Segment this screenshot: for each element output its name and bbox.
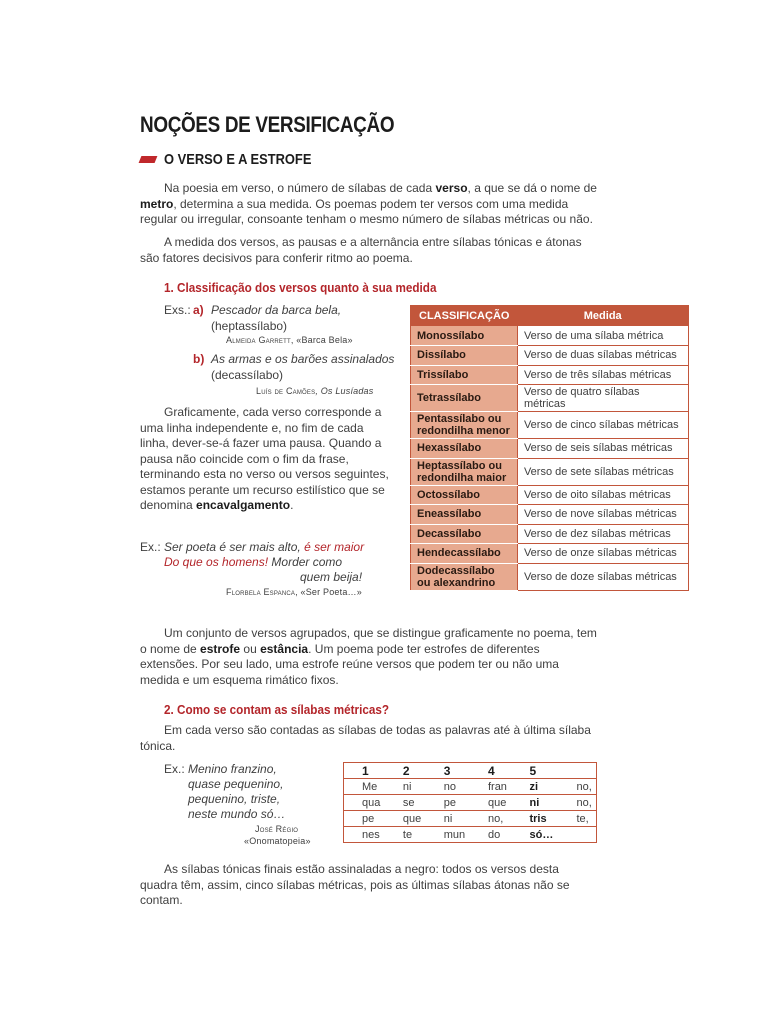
source-author: Florbela Espanca: [226, 587, 296, 597]
paragraph-text: .: [290, 498, 294, 512]
syllable-cell: te: [385, 827, 426, 843]
classification-name: Pentassílabo ou redondilha menor: [411, 412, 518, 439]
intro-text: Na poesia em verso, o número de sílabas de cada: [164, 181, 436, 195]
table-row: [411, 458, 689, 485]
example-label: Ex.:: [164, 762, 185, 776]
classification-name: Hexassílabo: [411, 439, 518, 459]
source-author: Luís de Camões: [256, 386, 316, 396]
tonic-syllable: tris: [511, 811, 558, 827]
closing-paragraph: As sílabas tónicas finais estão assinaladas a negro: todos os versos desta quadra têm, assim, cinco sílabas métricas, pois as últimas sílabas átonas não se contam.: [140, 862, 570, 907]
classification-name: Dodecassílabo ou alexandrino: [411, 563, 518, 590]
syllable-table-body: [344, 763, 597, 843]
table-row: [411, 346, 689, 366]
florbela-source: [226, 587, 362, 597]
verse-text: Ser poeta é ser mais alto,: [164, 540, 305, 554]
classification-measure: Verso de onze sílabas métricas: [517, 544, 688, 564]
syllable-number: 2: [385, 763, 426, 779]
syllable-row: [344, 811, 597, 827]
syllable-number: 3: [426, 763, 470, 779]
syllable-cell: no,: [470, 811, 512, 827]
syllable-row: [344, 827, 597, 843]
syllable-cell: do: [470, 827, 512, 843]
classification-measure: Verso de seis sílabas métricas: [517, 439, 688, 459]
syllable-cell: mun: [426, 827, 470, 843]
example-a-class: (heptassílabo): [211, 319, 288, 333]
syllable-cell: no,: [558, 795, 596, 811]
table-row: [411, 505, 689, 525]
page-title: NOÇÕES DE VERSIFICAÇÃO: [140, 112, 395, 137]
classification-name: Octossílabo: [411, 485, 518, 505]
bold-encavalgamento: encavalgamento: [196, 498, 291, 512]
syllable-cell: [558, 827, 596, 843]
classification-measure: Verso de três sílabas métricas: [517, 365, 688, 385]
syllable-row: [344, 779, 597, 795]
paragraph-text: Graficamente, cada verso corresponde a uma linha independente e, no fim de cada linha, dever-se-á fazer uma pausa. Quando a pausa não coincide com o fim da frase, terminando esta no verso ou versos seguintes, estamos perante um recurso estilístico que se denomina: [140, 405, 389, 512]
syllable-cell: qua: [344, 795, 385, 811]
classification-measure: Verso de doze sílabas métricas: [517, 563, 688, 590]
florbela-line-2: [164, 555, 342, 569]
intro-bold-verso: verso: [435, 181, 468, 195]
syllable-number: 4: [470, 763, 512, 779]
verse-highlight: é ser maior: [304, 540, 365, 554]
classification-measure: Verso de nove sílabas métricas: [517, 505, 688, 525]
heading-classification: 1. Classificação dos versos quanto à sua medida: [164, 280, 437, 295]
syllable-cell: nes: [344, 827, 385, 843]
syllable-cell: Me: [344, 779, 385, 795]
syllable-cell: no,: [558, 779, 596, 795]
table-row: [411, 412, 689, 439]
syllable-cell: pe: [344, 811, 385, 827]
verse-text: Morder como: [268, 555, 343, 569]
source-work: , «Ser Poeta…»: [295, 587, 362, 597]
table-header-cell: Medida: [517, 306, 688, 327]
regio-work: «Onomatopeia»: [244, 836, 311, 846]
syllable-cell: pe: [426, 795, 470, 811]
intro-bold-metro: metro: [140, 196, 174, 211]
table-body: [411, 326, 689, 590]
regio-author: José Régio: [255, 824, 299, 834]
table-row: [411, 326, 689, 346]
source-work: , «Barca Bela»: [290, 335, 353, 345]
example-label: Ex.:: [140, 540, 161, 554]
intro-paragraph-2: A medida dos versos, as pausas e a alternância entre sílabas tónicas e átonas são fatores decisivos para conferir ritmo ao poema.: [140, 235, 582, 265]
section-title: O VERSO E A ESTROFE: [164, 151, 312, 168]
example-b-class: (decassílabo): [211, 368, 284, 382]
classification-measure: Verso de sete sílabas métricas: [517, 458, 688, 485]
heading-syllables: 2. Como se contam as sílabas métricas?: [164, 702, 389, 717]
florbela-line-3: quem beija!: [300, 570, 363, 584]
classification-name: Trissílabo: [411, 365, 518, 385]
verse-line: neste mundo só…: [188, 807, 286, 821]
syllable-number: [558, 763, 596, 779]
table-row: [411, 563, 689, 590]
table-row: [411, 385, 689, 412]
syllable-number: 5: [511, 763, 558, 779]
syllable-cell: te,: [558, 811, 596, 827]
tonic-syllable: zi: [511, 779, 558, 795]
syllable-cell: que: [385, 811, 426, 827]
table-row: [411, 524, 689, 544]
table-row: [411, 365, 689, 385]
classification-name: Tetrassílabo: [411, 385, 518, 412]
paragraph-text: . Um poema pode ter estrofes de diferentes extensões. Por seu lado, uma estrofe reúne versos que podem ter ou não uma medida e um esquema rimático fixos.: [140, 641, 559, 687]
syllable-header-row: [344, 763, 597, 779]
source-work: , Os Lusíadas: [315, 386, 374, 396]
verse-line: pequenino, triste,: [188, 792, 281, 806]
example-a-source: [226, 335, 353, 345]
example-b-source: [256, 386, 373, 396]
classification-measure: Verso de duas sílabas métricas: [517, 346, 688, 366]
examples-label: Exs.:: [164, 303, 191, 317]
table-header-row: [411, 306, 689, 327]
classification-measure: Verso de quatro sílabas métricas: [517, 385, 688, 412]
paragraph-text: Um conjunto de versos agrupados, que se distingue graficamente no poema, tem o nome de: [140, 626, 597, 656]
verse-line: quase pequenino,: [188, 777, 284, 791]
classification-name: Decassílabo: [411, 524, 518, 544]
example-a-verse: Pescador da barca bela,: [211, 303, 342, 317]
syllable-cell: ni: [426, 811, 470, 827]
florbela-line-1: [164, 540, 364, 554]
example-b-verse: As armas e os barões assinalados: [211, 352, 395, 366]
paragraph-syllables: Em cada verso são contadas as sílabas de todas as palavras até à última sílaba tónica.: [140, 723, 591, 753]
tonic-syllable: só…: [511, 827, 558, 843]
classification-name: Hendecassílabo: [411, 544, 518, 564]
syllable-table: [343, 762, 597, 843]
syllable-cell: fran: [470, 779, 512, 795]
classification-measure: Verso de uma sílaba métrica: [517, 326, 688, 346]
source-author: Almeida Garrett: [226, 335, 291, 345]
syllable-row: [344, 795, 597, 811]
classification-name: Heptassílabo ou redondilha maior: [411, 458, 518, 485]
section-marker: [139, 156, 158, 163]
table-header-cell: CLASSIFICAÇÃO: [411, 306, 518, 327]
bold-estancia: estância: [260, 641, 309, 656]
intro-text: , determina a sua medida. Os poemas podem ter versos com uma medida regular ou irregular, consoante tenham o mesmo número de sílabas métricas ou não.: [140, 196, 593, 226]
paragraph-estrofe: [140, 626, 598, 688]
example-a-letter: a): [193, 303, 204, 317]
example-b-letter: b): [193, 352, 205, 366]
syllable-cell: ni: [385, 779, 426, 795]
bold-estrofe: estrofe: [200, 641, 241, 656]
classification-name: Monossílabo: [411, 326, 518, 346]
table-row: [411, 485, 689, 505]
classification-name: Eneassílabo: [411, 505, 518, 525]
verse-highlight: Do que os homens!: [164, 555, 269, 569]
syllable-number: 1: [344, 763, 385, 779]
paragraph-encavalgamento: [140, 405, 394, 514]
syllable-cell: que: [470, 795, 512, 811]
verse-line: Menino franzino,: [188, 762, 277, 776]
classification-measure: Verso de oito sílabas métricas: [517, 485, 688, 505]
intro-paragraph-1: [140, 181, 598, 228]
paragraph-text: ou: [240, 641, 261, 656]
classification-measure: Verso de cinco sílabas métricas: [517, 412, 688, 439]
syllable-cell: se: [385, 795, 426, 811]
intro-text: , a que se dá o nome de: [467, 181, 597, 195]
classification-name: Dissílabo: [411, 346, 518, 366]
table-row: [411, 439, 689, 459]
classification-measure: Verso de dez sílabas métricas: [517, 524, 688, 544]
tonic-syllable: ni: [511, 795, 558, 811]
table-row: [411, 544, 689, 564]
classification-table: [410, 305, 689, 591]
syllable-cell: no: [426, 779, 470, 795]
